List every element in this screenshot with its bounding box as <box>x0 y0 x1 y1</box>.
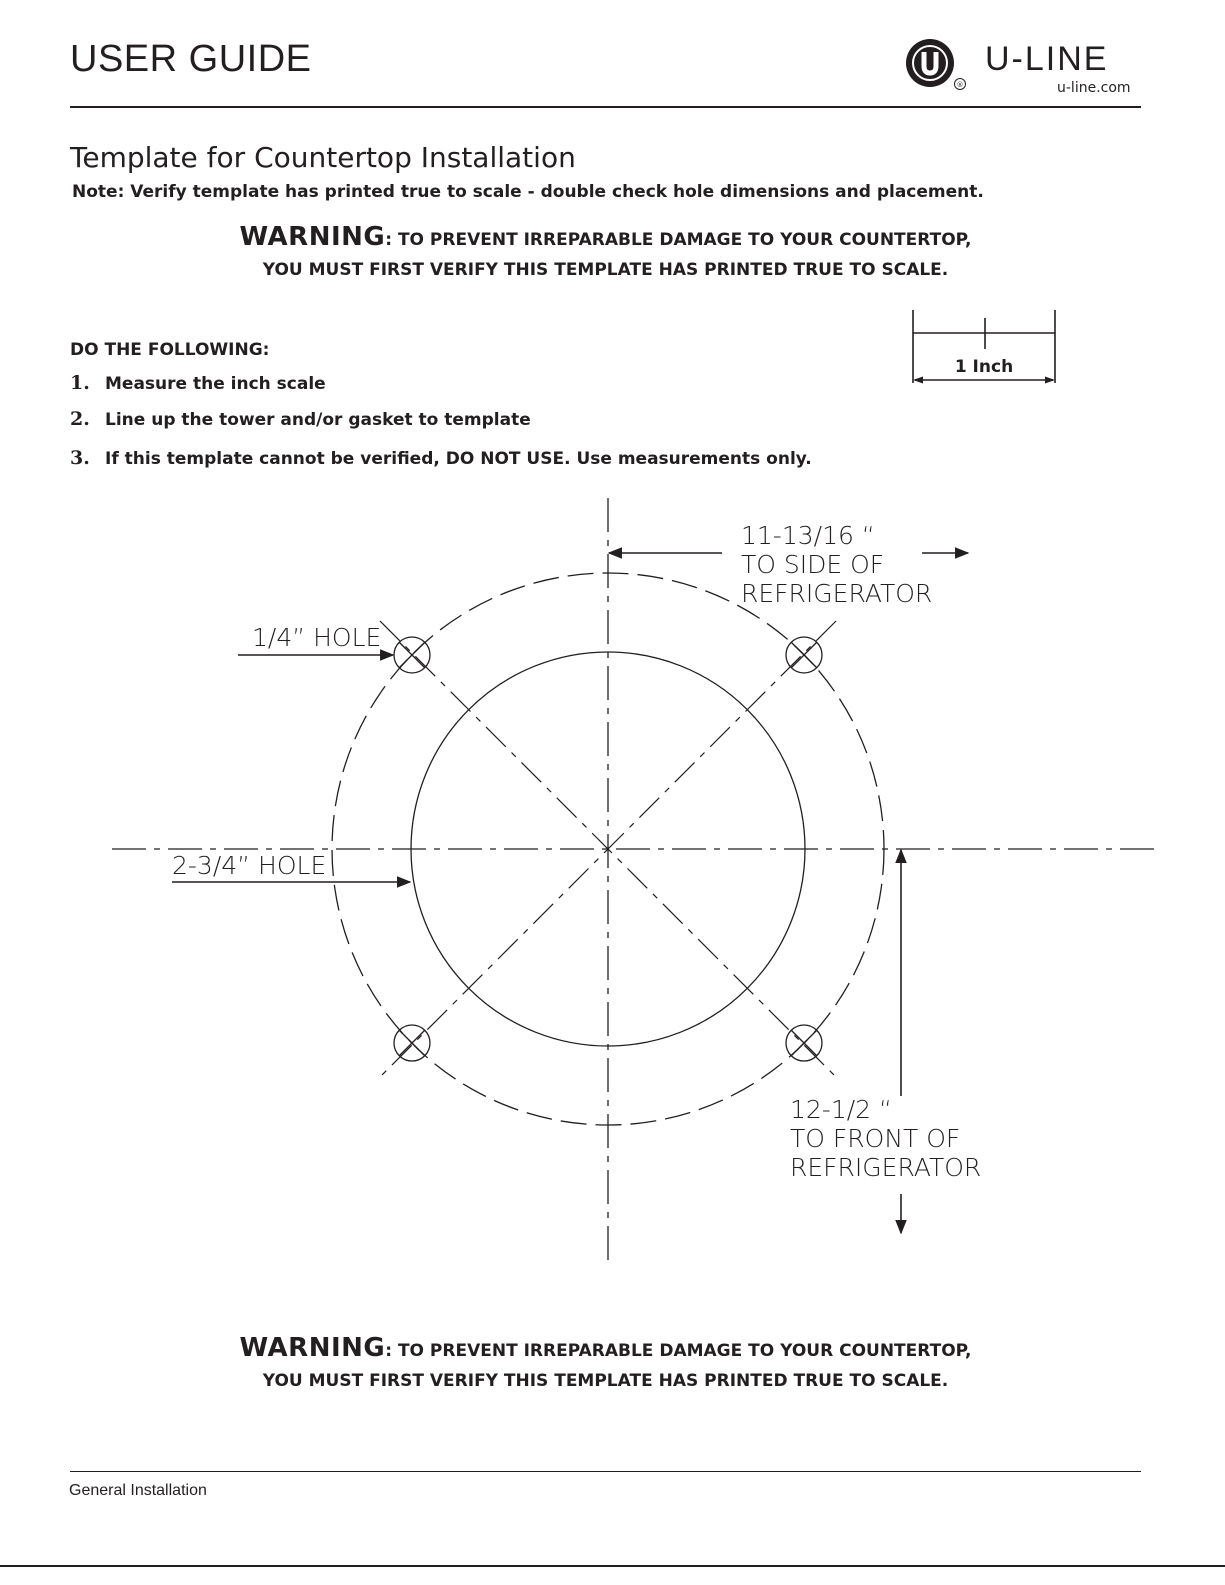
front-dimension-label <box>790 1095 981 1182</box>
warning-line2: YOU MUST FIRST VERIFY THIS TEMPLATE HAS PRINTED TRUE TO SCALE. <box>262 1371 949 1391</box>
side-dimension-line2: TO SIDE OF <box>741 550 885 579</box>
inch-scale <box>905 305 1065 390</box>
scale-note: Note: Verify template has printed true to scale - double check hole dimensions and placement. <box>72 182 984 202</box>
small-hole <box>786 1025 822 1061</box>
front-dimension-line2: TO FRONT OF <box>790 1124 961 1153</box>
small-hole-label: 1/4” HOLE <box>252 623 382 652</box>
inch-scale-label: 1 Inch <box>954 357 1014 377</box>
section-title: Template for Countertop Installation <box>70 141 576 174</box>
header-divider <box>70 106 1141 108</box>
document-title: USER GUIDE <box>70 38 312 80</box>
step-text: Line up the tower and/or gasket to template <box>105 410 531 430</box>
brand-name: U-LINE <box>985 40 1109 78</box>
instruction-step <box>70 447 812 469</box>
step-number: 2. <box>70 408 90 430</box>
warning-word: WARNING <box>239 222 386 252</box>
step-text: If this template cannot be verified, DO NOT USE. Use measurements only. <box>105 449 812 469</box>
brand-url: u-line.com <box>1057 80 1131 96</box>
instruction-step <box>70 372 326 394</box>
large-hole-label: 2-3/4” HOLE <box>172 851 327 880</box>
front-dimension-line3: REFRIGERATOR <box>790 1153 982 1182</box>
small-hole <box>786 637 822 673</box>
warning-top <box>70 222 1141 280</box>
warning-line1: : TO PREVENT IRREPARABLE DAMAGE TO YOUR COUNTERTOP, <box>385 1341 972 1361</box>
small-hole <box>394 637 430 673</box>
countertop-template-drawing <box>0 490 1225 1280</box>
footer-divider <box>70 1471 1141 1472</box>
warning-bottom <box>70 1333 1141 1391</box>
step-number: 1. <box>70 372 90 394</box>
brand-logo <box>905 36 1145 98</box>
step-number: 3. <box>70 447 90 469</box>
registered-mark: ® <box>956 81 964 89</box>
page-bottom-rule <box>0 1565 1225 1567</box>
warning-line1: : TO PREVENT IRREPARABLE DAMAGE TO YOUR COUNTERTOP, <box>385 230 972 250</box>
step-text: Measure the inch scale <box>105 374 326 394</box>
small-hole <box>394 1025 430 1061</box>
instruction-step <box>70 408 531 430</box>
side-dimension-label <box>741 521 932 608</box>
warning-word: WARNING <box>239 1333 386 1363</box>
side-dimension-line3: REFRIGERATOR <box>741 579 933 608</box>
instructions-heading: DO THE FOLLOWING: <box>70 340 270 360</box>
footer-section-label: General Installation <box>69 1482 207 1499</box>
front-dimension-value: 12-1/2 “ <box>790 1095 892 1124</box>
u-line-circle-logo-icon <box>905 36 977 98</box>
side-dimension-value: 11-13/16 “ <box>741 521 875 550</box>
warning-line2: YOU MUST FIRST VERIFY THIS TEMPLATE HAS PRINTED TRUE TO SCALE. <box>262 260 949 280</box>
